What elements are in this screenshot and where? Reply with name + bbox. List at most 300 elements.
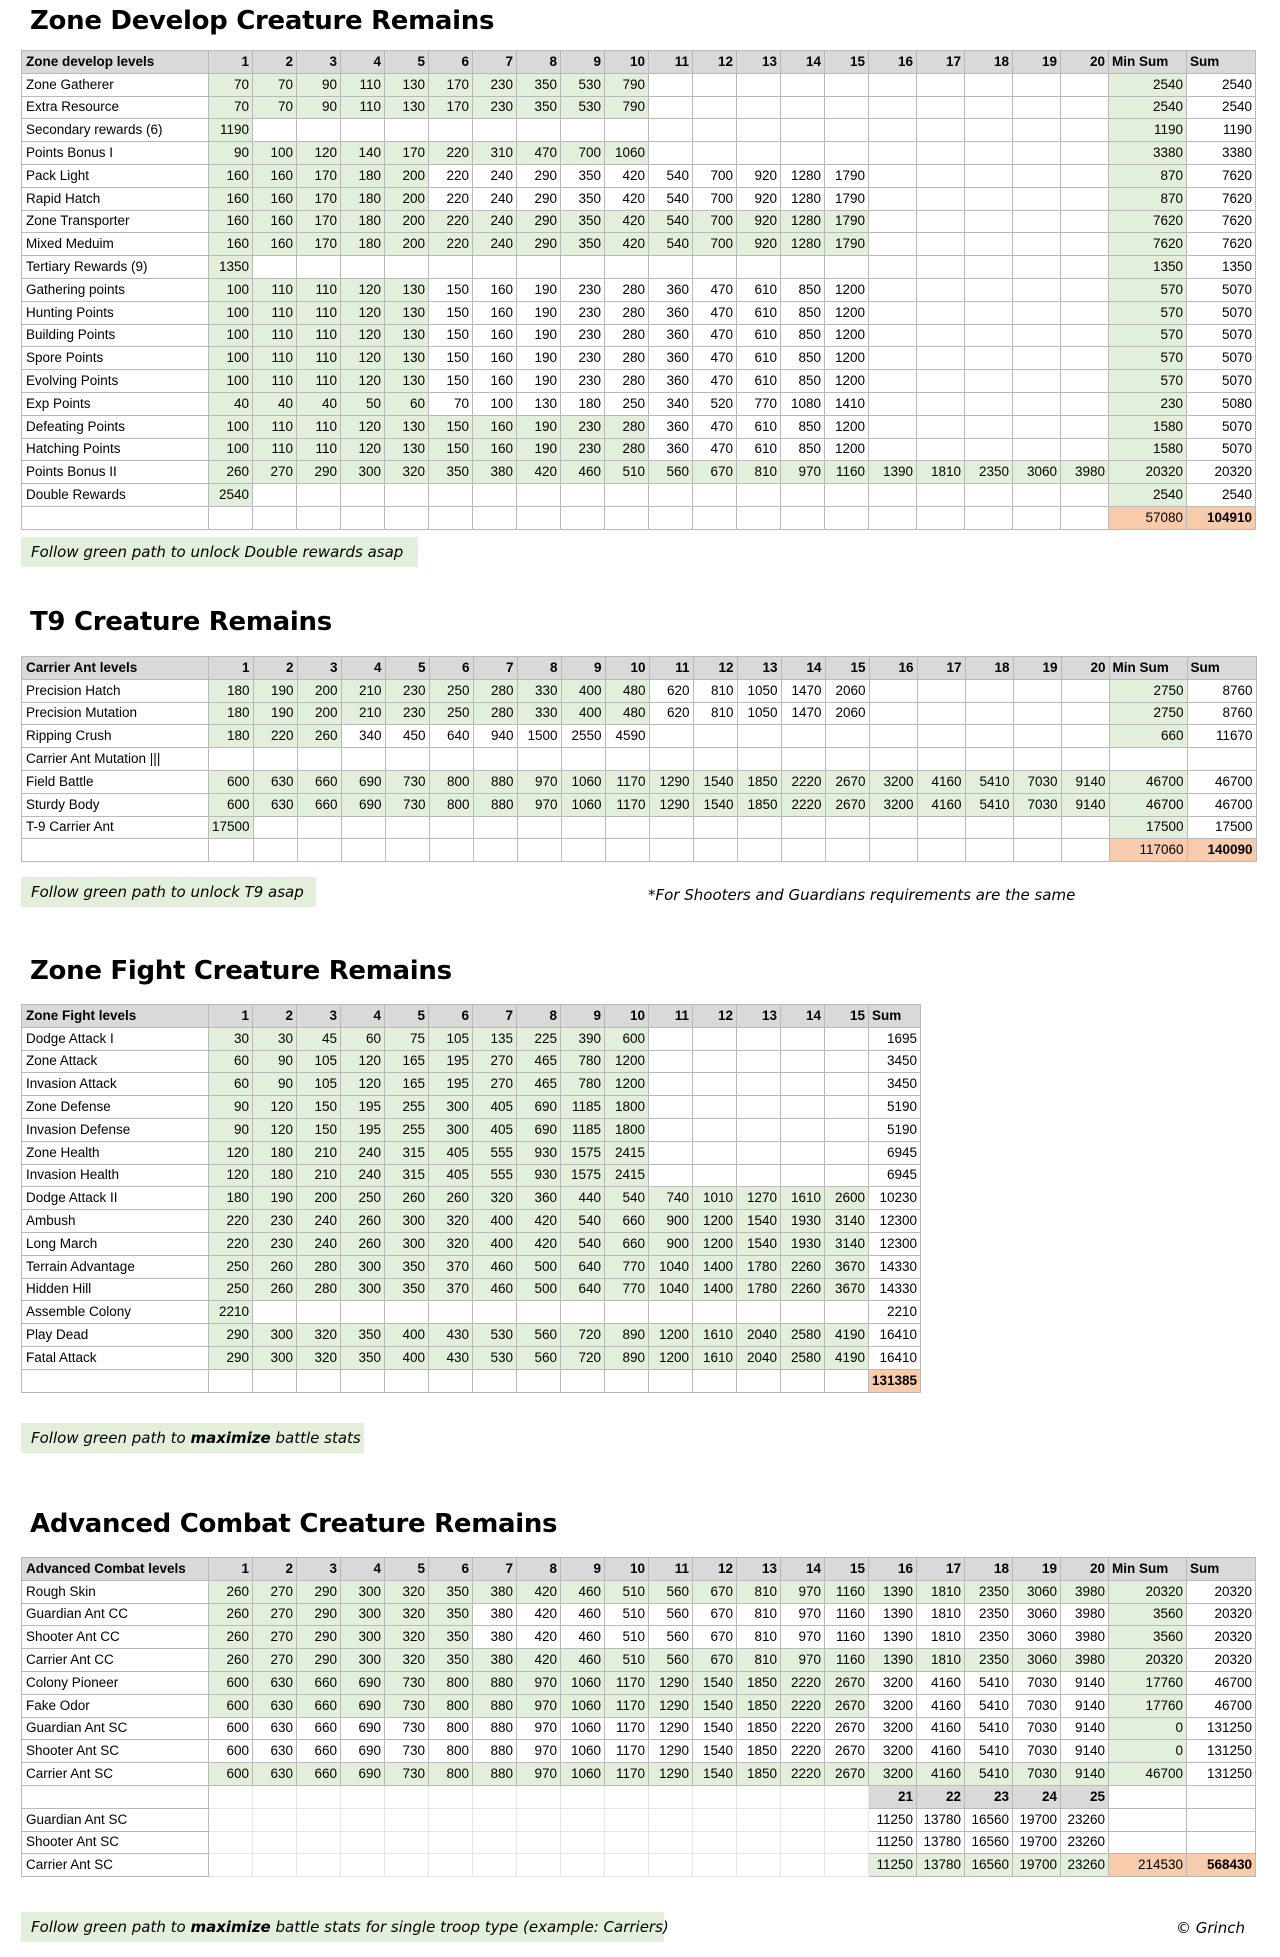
- level-cell: 1190: [209, 119, 253, 142]
- row-label: Secondary rewards (6): [22, 119, 209, 142]
- level-cell: 970: [517, 1763, 561, 1786]
- level-cell: 720: [561, 1324, 605, 1347]
- level-cell: 190: [517, 370, 561, 393]
- row-label: Precision Hatch: [22, 679, 209, 702]
- level-cell: [781, 142, 825, 165]
- header-cell: 15: [825, 51, 869, 74]
- level-cell: 280: [605, 347, 649, 370]
- level-cell: 70: [253, 96, 297, 119]
- level-cell: 1540: [693, 1717, 737, 1740]
- table-row: [22, 1603, 1256, 1626]
- min-sum-cell: [1109, 748, 1187, 771]
- header-row: [22, 51, 1256, 74]
- level-cell: 690: [341, 1763, 385, 1786]
- level-cell: 1780: [737, 1278, 781, 1301]
- header-cell: 7: [473, 657, 517, 680]
- level-cell: [825, 816, 869, 839]
- level-cell: 300: [253, 1324, 297, 1347]
- level-cell: 465: [517, 1050, 561, 1073]
- table-row: [22, 1671, 1256, 1694]
- level-cell: 1170: [605, 1671, 649, 1694]
- row-label: Shooter Ant SC: [22, 1740, 209, 1763]
- header-cell: Sum: [1187, 51, 1256, 74]
- level-cell: 320: [473, 1187, 517, 1210]
- level-cell: [517, 256, 561, 279]
- level-cell: [965, 187, 1013, 210]
- level-cell: [825, 119, 869, 142]
- level-cell: [737, 1096, 781, 1119]
- level-cell: [1013, 324, 1061, 347]
- level-cell: 470: [693, 438, 737, 461]
- level-cell: [693, 73, 737, 96]
- level-cell: 690: [341, 1740, 385, 1763]
- level-cell: [385, 1301, 429, 1324]
- level-cell: 130: [385, 438, 429, 461]
- level-cell: 460: [561, 1626, 605, 1649]
- level-cell: [917, 278, 965, 301]
- level-cell: 130: [385, 347, 429, 370]
- note-text: battle stats: [270, 1429, 361, 1447]
- note-text: Follow green path to: [31, 1918, 191, 1936]
- header-cell: 12: [693, 1005, 737, 1028]
- level-cell: [965, 347, 1013, 370]
- table-row: [22, 1255, 921, 1278]
- empty-cell: [781, 1808, 825, 1831]
- sum-cell: 20320: [1187, 1626, 1256, 1649]
- level-cell: 160: [253, 233, 297, 256]
- level-cell: [649, 96, 693, 119]
- min-sum-cell: 570: [1109, 370, 1187, 393]
- level-cell: [825, 1118, 869, 1141]
- level-cell: [869, 119, 917, 142]
- level-cell: [473, 484, 517, 507]
- level-cell: 2220: [781, 1717, 825, 1740]
- level-cell: 5410: [965, 770, 1013, 793]
- empty-cell: [693, 1808, 737, 1831]
- level-cell: [781, 256, 825, 279]
- sum-cell: 7620: [1187, 187, 1256, 210]
- row-label: Fatal Attack: [22, 1346, 209, 1369]
- level-cell: 970: [781, 1603, 825, 1626]
- zone-fight-table: [21, 1004, 921, 1393]
- sum-cell: 5070: [1187, 278, 1256, 301]
- level-cell: 230: [561, 324, 605, 347]
- row-label: Dodge Attack II: [22, 1187, 209, 1210]
- level-cell: 5410: [965, 1763, 1013, 1786]
- header-cell: 12: [693, 51, 737, 74]
- level-cell: 560: [649, 1603, 693, 1626]
- sum-total: 131385: [869, 1369, 921, 1392]
- level-cell: [737, 1050, 781, 1073]
- header-cell: 16: [869, 657, 917, 680]
- level-cell: 120: [341, 347, 385, 370]
- level-cell: 320: [385, 1649, 429, 1672]
- empty-cell: [517, 1808, 561, 1831]
- level-cell: 160: [209, 187, 253, 210]
- empty-cell: [825, 1808, 869, 1831]
- level-cell: [781, 96, 825, 119]
- level-cell: 100: [209, 347, 253, 370]
- empty-cell: [297, 1854, 341, 1877]
- min-sum-cell: 1190: [1109, 119, 1187, 142]
- zone-develop-table: [21, 50, 1256, 530]
- level-cell: 280: [605, 415, 649, 438]
- sum-cell: 131250: [1187, 1740, 1256, 1763]
- level-cell: 1060: [561, 770, 605, 793]
- level-cell: 220: [253, 725, 297, 748]
- level-cell: 2350: [965, 1626, 1013, 1649]
- table-row: [22, 1740, 1256, 1763]
- min-sum-cell: 660: [1109, 725, 1187, 748]
- level-cell: 770: [605, 1278, 649, 1301]
- row-label: Evolving Points: [22, 370, 209, 393]
- min-sum-cell: 46700: [1109, 793, 1187, 816]
- level-cell: 1790: [825, 187, 869, 210]
- level-cell: 2220: [781, 1763, 825, 1786]
- level-cell: 3200: [869, 770, 917, 793]
- level-cell: 420: [517, 1626, 561, 1649]
- empty-cell: [517, 1831, 561, 1854]
- level-cell: 2550: [561, 725, 605, 748]
- empty-cell: [341, 1854, 385, 1877]
- level-cell: 180: [253, 1164, 297, 1187]
- level-cell: 970: [781, 1626, 825, 1649]
- level-cell: 13780: [917, 1808, 965, 1831]
- empty-cell: [341, 506, 385, 529]
- table-row: [22, 1141, 921, 1164]
- level-cell: [917, 392, 965, 415]
- level-cell: 1185: [561, 1096, 605, 1119]
- level-cell: 1200: [825, 278, 869, 301]
- header-cell: Min Sum: [1109, 657, 1187, 680]
- level-cell: 660: [297, 1740, 341, 1763]
- level-cell: 100: [209, 370, 253, 393]
- level-cell: 470: [517, 142, 561, 165]
- empty-cell: [781, 1369, 825, 1392]
- level-cell: [341, 748, 385, 771]
- level-cell: 290: [517, 164, 561, 187]
- empty-cell: [429, 839, 473, 862]
- empty-cell: [385, 506, 429, 529]
- level-cell: 2350: [965, 1603, 1013, 1626]
- level-cell: [1013, 702, 1061, 725]
- level-cell: [917, 233, 965, 256]
- level-cell: 530: [473, 1346, 517, 1369]
- level-cell: [869, 816, 917, 839]
- level-cell: [1061, 748, 1109, 771]
- level-cell: 200: [385, 187, 429, 210]
- level-cell: [649, 256, 693, 279]
- level-cell: [473, 119, 517, 142]
- level-cell: 405: [473, 1118, 517, 1141]
- row-label: T-9 Carrier Ant: [22, 816, 209, 839]
- level-cell: [825, 484, 869, 507]
- sum-cell: 7620: [1187, 233, 1256, 256]
- level-cell: 160: [473, 438, 517, 461]
- empty-cell: [605, 506, 649, 529]
- empty-cell: [649, 1854, 693, 1877]
- header-cell: 1: [209, 657, 254, 680]
- empty-cell: [825, 506, 869, 529]
- empty-cell: [517, 1854, 561, 1877]
- level-cell: 470: [693, 415, 737, 438]
- header-cell: 15: [825, 1005, 869, 1028]
- level-cell: 280: [473, 702, 517, 725]
- header-cell: 24: [1013, 1785, 1061, 1808]
- level-cell: 220: [429, 164, 473, 187]
- level-cell: 850: [781, 415, 825, 438]
- level-cell: 810: [737, 1626, 781, 1649]
- level-cell: 400: [561, 702, 605, 725]
- level-cell: 1610: [781, 1187, 825, 1210]
- sum-cell: 1190: [1187, 119, 1256, 142]
- level-cell: 230: [561, 438, 605, 461]
- level-cell: 150: [429, 324, 473, 347]
- level-cell: 350: [561, 210, 605, 233]
- level-cell: 290: [517, 233, 561, 256]
- level-cell: 1185: [561, 1118, 605, 1141]
- level-cell: [869, 702, 917, 725]
- level-cell: 690: [341, 1717, 385, 1740]
- level-cell: [1061, 233, 1109, 256]
- level-cell: [649, 73, 693, 96]
- empty-cell: [605, 1854, 649, 1877]
- totals-row: [22, 839, 1257, 862]
- level-cell: 30: [209, 1027, 253, 1050]
- row-label: Zone Gatherer: [22, 73, 209, 96]
- level-cell: 7030: [1013, 1717, 1061, 1740]
- level-cell: 850: [781, 278, 825, 301]
- sum-cell: 16410: [869, 1324, 921, 1347]
- level-cell: 420: [605, 164, 649, 187]
- min-sum-cell: 570: [1109, 347, 1187, 370]
- level-cell: 2670: [825, 1671, 869, 1694]
- section-title: T9 Creature Remains: [30, 607, 332, 637]
- header-cell: 21: [869, 1785, 917, 1808]
- level-cell: 1350: [209, 256, 253, 279]
- level-cell: [297, 256, 341, 279]
- level-cell: [737, 748, 781, 771]
- level-cell: 220: [429, 233, 473, 256]
- level-cell: 1390: [869, 461, 917, 484]
- header-label: Zone Fight levels: [22, 1005, 209, 1028]
- level-cell: 1200: [825, 370, 869, 393]
- sum-cell: 16410: [869, 1346, 921, 1369]
- row-label: Guardian Ant CC: [22, 1603, 209, 1626]
- level-cell: [917, 748, 965, 771]
- table-row: [22, 96, 1256, 119]
- note-text: Follow green path to unlock T9 asap: [31, 883, 304, 901]
- level-cell: 2220: [781, 1694, 825, 1717]
- extended-header-row: [22, 1785, 1256, 1808]
- empty-cell: [429, 1785, 473, 1808]
- level-cell: 19700: [1013, 1854, 1061, 1877]
- header-cell: 6: [429, 657, 473, 680]
- level-cell: 300: [253, 1346, 297, 1369]
- level-cell: 1470: [781, 702, 825, 725]
- level-cell: 280: [605, 438, 649, 461]
- empty-cell: [561, 1831, 605, 1854]
- header-cell: 19: [1013, 657, 1061, 680]
- level-cell: 2670: [825, 1740, 869, 1763]
- min-sum-cell: 20320: [1109, 461, 1187, 484]
- level-cell: 660: [297, 770, 341, 793]
- min-sum-cell: 17500: [1109, 816, 1187, 839]
- level-cell: [473, 816, 517, 839]
- level-cell: 5410: [965, 1671, 1013, 1694]
- level-cell: 1810: [917, 1580, 965, 1603]
- table-row: [22, 770, 1257, 793]
- level-cell: [917, 415, 965, 438]
- min-sum-cell: 3560: [1109, 1626, 1187, 1649]
- row-label: Carrier Ant Mutation |||: [22, 748, 209, 771]
- level-cell: 1170: [605, 1717, 649, 1740]
- level-cell: 230: [253, 1210, 297, 1233]
- row-label: Zone Health: [22, 1141, 209, 1164]
- empty-cell: [825, 1785, 869, 1808]
- level-cell: 300: [341, 1649, 385, 1672]
- row-label: Terrain Advantage: [22, 1255, 209, 1278]
- level-cell: 100: [209, 278, 253, 301]
- level-cell: 9140: [1061, 1671, 1109, 1694]
- level-cell: 630: [253, 1740, 297, 1763]
- header-cell: 11: [649, 1005, 693, 1028]
- level-cell: 970: [517, 1694, 561, 1717]
- level-cell: 330: [517, 679, 561, 702]
- level-cell: 1170: [605, 1694, 649, 1717]
- level-cell: 280: [605, 301, 649, 324]
- level-cell: 1060: [561, 1763, 605, 1786]
- level-cell: 970: [781, 1649, 825, 1672]
- level-cell: 310: [473, 142, 517, 165]
- table-row: [22, 1854, 1256, 1877]
- level-cell: [965, 392, 1013, 415]
- empty-cell: [209, 1808, 253, 1831]
- level-cell: [649, 1141, 693, 1164]
- table-row: [22, 324, 1256, 347]
- level-cell: 300: [341, 1580, 385, 1603]
- row-label: Points Bonus I: [22, 142, 209, 165]
- table-row: [22, 1649, 1256, 1672]
- empty-cell: [517, 1785, 561, 1808]
- level-cell: 60: [341, 1027, 385, 1050]
- header-cell: 1: [209, 51, 253, 74]
- table-row: [22, 73, 1256, 96]
- level-cell: 560: [649, 1580, 693, 1603]
- level-cell: [965, 702, 1013, 725]
- level-cell: 800: [429, 1671, 473, 1694]
- level-cell: [737, 1073, 781, 1096]
- note-emphasis: maximize: [190, 1918, 271, 1936]
- level-cell: [429, 1301, 473, 1324]
- copyright: © Grinch: [1176, 1919, 1245, 1937]
- section-note: [21, 1423, 364, 1453]
- header-cell: 7: [473, 1005, 517, 1028]
- level-cell: 880: [473, 793, 517, 816]
- level-cell: 470: [693, 370, 737, 393]
- level-cell: 850: [781, 301, 825, 324]
- level-cell: 3060: [1013, 1649, 1061, 1672]
- level-cell: [341, 484, 385, 507]
- level-cell: 2670: [825, 793, 869, 816]
- level-cell: 1060: [561, 1740, 605, 1763]
- level-cell: 190: [253, 679, 297, 702]
- level-cell: 880: [473, 770, 517, 793]
- level-cell: 405: [429, 1164, 473, 1187]
- level-cell: 3200: [869, 1671, 917, 1694]
- sum-cell: 131250: [1187, 1717, 1256, 1740]
- sum-cell: 10230: [869, 1187, 921, 1210]
- level-cell: 420: [517, 1649, 561, 1672]
- empty-cell: [561, 1785, 605, 1808]
- level-cell: 1390: [869, 1649, 917, 1672]
- totals-row: [22, 1369, 921, 1392]
- level-cell: 230: [385, 679, 429, 702]
- level-cell: 1790: [825, 210, 869, 233]
- level-cell: 350: [429, 1580, 473, 1603]
- empty-cell: [649, 506, 693, 529]
- level-cell: [737, 119, 781, 142]
- empty-cell: [781, 839, 825, 862]
- level-cell: 120: [341, 278, 385, 301]
- header-cell: 2: [253, 51, 297, 74]
- level-cell: 320: [297, 1324, 341, 1347]
- level-cell: 1270: [737, 1187, 781, 1210]
- level-cell: 1290: [649, 1717, 693, 1740]
- level-cell: 70: [209, 73, 253, 96]
- level-cell: 165: [385, 1050, 429, 1073]
- level-cell: [1013, 187, 1061, 210]
- level-cell: 1290: [649, 1694, 693, 1717]
- level-cell: [649, 816, 693, 839]
- level-cell: [1013, 256, 1061, 279]
- level-cell: 370: [429, 1278, 473, 1301]
- level-cell: 1170: [605, 1740, 649, 1763]
- sum-total: 140090: [1187, 839, 1256, 862]
- level-cell: [649, 142, 693, 165]
- level-cell: [781, 1141, 825, 1164]
- header-cell: 16: [869, 1558, 917, 1581]
- level-cell: [517, 1301, 561, 1324]
- level-cell: [825, 1027, 869, 1050]
- min-sum-cell: 570: [1109, 324, 1187, 347]
- empty-cell: [649, 1831, 693, 1854]
- level-cell: 120: [341, 301, 385, 324]
- level-cell: [1061, 96, 1109, 119]
- level-cell: 1280: [781, 233, 825, 256]
- table-row: [22, 1626, 1256, 1649]
- level-cell: 2220: [781, 1671, 825, 1694]
- level-cell: 330: [517, 702, 561, 725]
- level-cell: 23260: [1061, 1808, 1109, 1831]
- row-label: Rapid Hatch: [22, 187, 209, 210]
- table-row: [22, 702, 1257, 725]
- level-cell: [869, 347, 917, 370]
- level-cell: 780: [561, 1050, 605, 1073]
- level-cell: 270: [473, 1050, 517, 1073]
- level-cell: 970: [517, 1740, 561, 1763]
- level-cell: 670: [693, 1580, 737, 1603]
- level-cell: [649, 1118, 693, 1141]
- level-cell: [561, 256, 605, 279]
- level-cell: 1290: [649, 770, 693, 793]
- level-cell: [781, 1164, 825, 1187]
- empty-cell: [341, 1831, 385, 1854]
- table-row: [22, 1278, 921, 1301]
- level-cell: 800: [429, 1763, 473, 1786]
- level-cell: [385, 748, 429, 771]
- level-cell: [825, 748, 869, 771]
